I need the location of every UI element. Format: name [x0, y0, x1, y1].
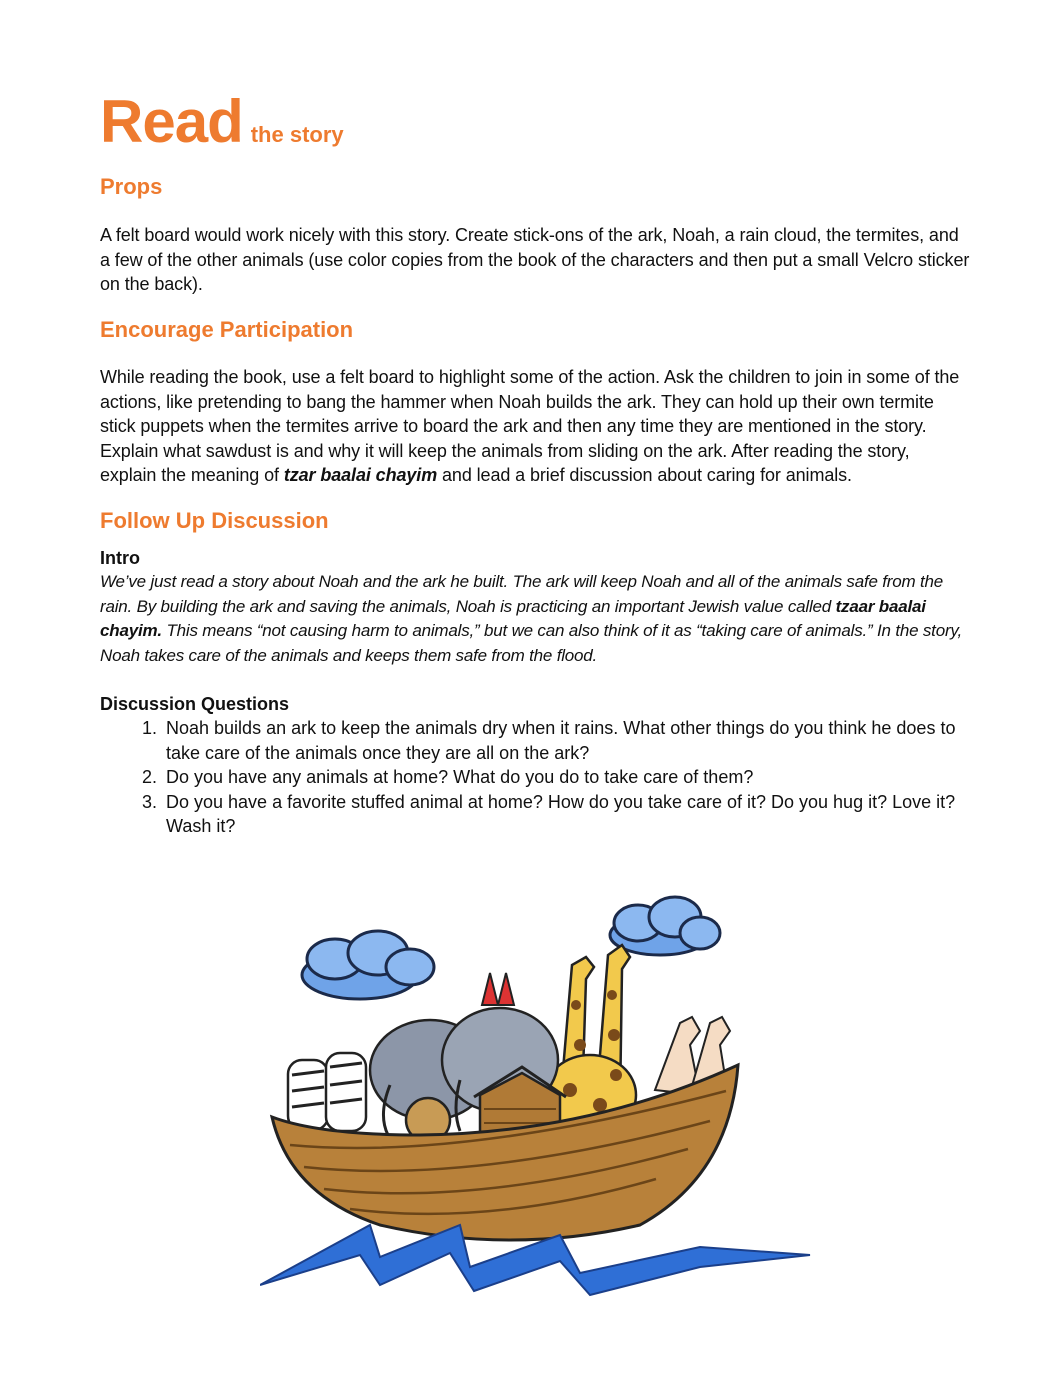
participation-heading: Encourage Participation — [100, 316, 354, 342]
noahs-ark-illustration — [260, 895, 820, 1305]
question-item: 1. Noah builds an ark to keep the animals dry when it rains. What other things do you think he does to take care of the animals once they are all on the ark? — [162, 716, 970, 765]
intro-body — [100, 570, 970, 668]
red-birds-icon — [482, 973, 514, 1005]
zebra-icon — [288, 1053, 366, 1131]
left-cloud-icon — [302, 931, 434, 999]
intro-label: Intro — [100, 548, 140, 569]
intro-text-before: We’ve just read a story about Noah and the ark he built. The ark will keep Noah and all of the animals safe from the rain. By building the ark and saving the animals, Noah is practicing an important Jewish value called — [100, 572, 944, 616]
participation-text-before: While reading the book, use a felt board to highlight some of the action. Ask the children to join in some of the actions, like pretending to bang the hammer when Noah builds the ark. They can hold up their own termite stick puppets when the termites arrive to board the ark and then any time they are mentioned in the story. Explain what sawdust is and why it will keep the animals from sliding on the ark. After reading the story, explain the meaning of — [100, 367, 960, 486]
question-item: 2. Do you have any animals at home? What do you do to take care of them? — [162, 765, 970, 790]
participation-section — [100, 317, 970, 488]
page-title — [100, 88, 970, 155]
question-item: 3. Do you have a favorite stuffed animal at home? How do you take care of it? Do you hug it? Love it? Wash it? — [162, 790, 970, 839]
participation-emphasis: tzar baalai chayim — [283, 465, 438, 486]
questions-label: Discussion Questions — [100, 694, 290, 715]
intro-text-after: This means “not causing harm to animals,” but we can also think of it as “taking care of animals.” In the story, Noah takes care of the animals and keeps them safe from the flood. — [100, 621, 962, 665]
discussion-questions-list — [100, 716, 970, 839]
follow-up-section — [100, 508, 970, 839]
page-content — [100, 88, 970, 839]
props-body: A felt board would work nicely with this story. Create stick-ons of the ark, Noah, a rain cloud, the termites, and a few of the other animals (use color copies from the book of the characters and then put a small Velcro sticker on the back). — [100, 225, 970, 295]
participation-text-after: and lead a brief discussion about caring for animals. — [437, 465, 852, 486]
follow-up-heading: Follow Up Discussion — [100, 507, 329, 533]
title-main: Read — [100, 88, 243, 155]
title-sub: the story — [250, 122, 344, 147]
ark-illustration-svg — [260, 895, 820, 1305]
intro-emphasis: tzaar baalai chayim. — [100, 596, 926, 641]
participation-body — [100, 365, 970, 488]
props-heading: Props — [100, 174, 163, 199]
props-section — [100, 174, 970, 297]
right-cloud-icon — [610, 897, 720, 955]
